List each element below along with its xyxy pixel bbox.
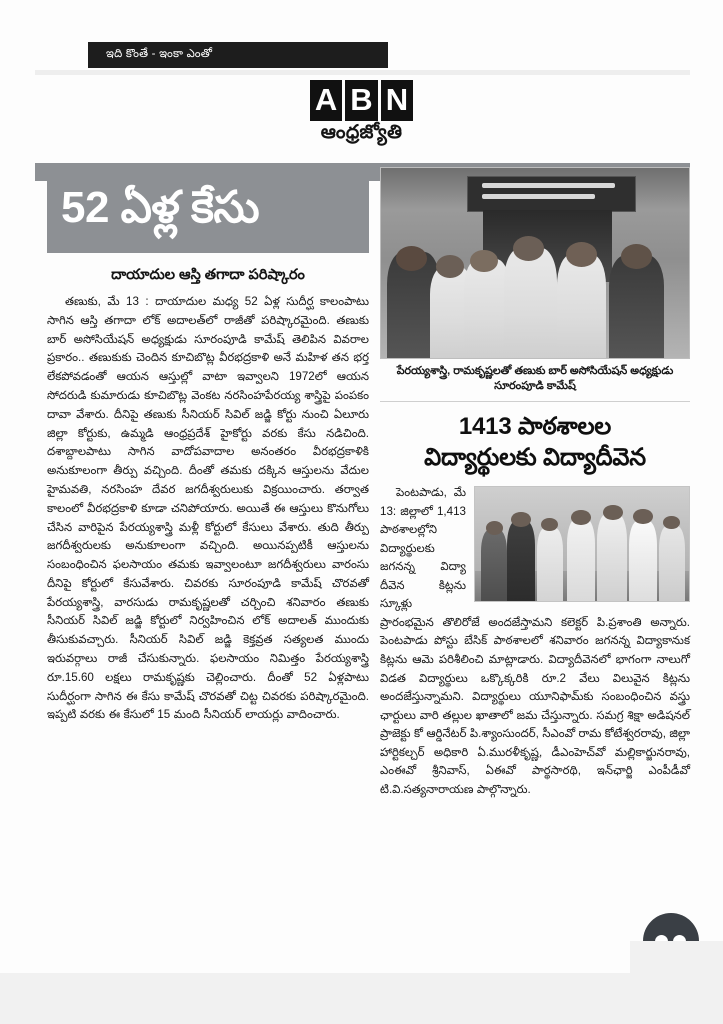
masthead-subtitle: ఆంధ్రజ్యోతి [320,122,403,143]
photo-person-head [621,244,652,269]
photo-person-head [603,505,622,520]
right-headline-line-2: విద్యార్థులకు విద్యాదీవెన [424,444,646,472]
photo-person [609,255,664,358]
photo-person-head [396,246,427,271]
photo-person-head [571,510,590,525]
top-banner-rule [35,70,690,75]
left-subheadline: దాయాదుల ఆస్తి తగాదా పరిష్కారం [111,267,305,283]
photo-person [504,248,556,358]
right-column [380,167,690,799]
photo-person [629,521,657,601]
abn-logo [310,80,413,121]
abn-letter-b: B [345,80,377,121]
photo-bar-association-group [380,167,690,359]
photo-person-head [486,521,503,535]
photo-person [567,519,595,601]
abn-letter-n: N [381,80,413,121]
photo-1-caption: పేరయ్యశాస్త్రి, రామకృష్ణలతో తణుకు బార్ అసోసియేషన్ అధ్యక్షుడు సూరంపూడి కామేష్ [396,365,674,392]
photo-person [507,521,535,601]
photo-person [537,528,563,601]
right-article-body: పెంటపాడు, మే 13: జిల్లాలో 1,413 పాఠశాలల్లోని విద్యార్థులకు జగనన్న విద్యా దీవెన కిట్లను స్కూళ్లు ప్రారంభమైన తొలిరోజే అందజేస్తామని కలెక్టర్ పి.ప్రశాంతి అన్నారు. పెంటపాడు పోస్టు బేసిక్ పాఠశాలలో శనివారం జగనన్న విద్యాకానుక కిట్లను ఆమె పరిశీలించి మాట్లాడారు. విద్యాదీవెనలో భాగంగా నాలుగో విడత విద్యార్థులు ఒక్కొక్కరికి రూ.2 వేలు విలువైన కిట్లను అందజేస్తున్నామని. విద్యార్థులు యూనిఫామ్‌కు సంబంధించిన వస్త్రు ఛార్టులు వారి తల్లుల ఖాతాలో జమ చేస్తున్నారు. సమగ్ర శిక్షా అడిషనల్ ప్రాజెక్టు కో ఆర్డినేటర్ పి.శ్యాంసుందర్, సీఎంవో రామ కోటేశ్వరరావు, జిల్లా హార్టికల్చర్ అధికారి ఏ.మురళీకృష్ణ, డీఎంహెచ్‌వో మల్లికార్జునరావు, ఎంఈవో శ్రీనివాస్, ఏఈవో పార్థసారథి, ఇన్‌ఛార్జి ఎంపీడీవో టి.వి.సత్యనారాయణ పాల్గొన్నారు. [380,486,690,796]
top-banner-area [0,42,723,68]
right-headline-line-1: 1413 పాఠశాలల [458,412,612,440]
abn-letter-a: A [310,80,342,121]
right-headline [380,411,690,474]
photo-kit-distribution [474,486,690,602]
top-banner-text: ఇది కొంతే - ఇంకా ఎంతో [106,48,213,60]
photo-signboard [467,176,635,212]
content-area [35,163,690,973]
left-article-body: తణుకు, మే 13 : దాయాదుల మధ్య 52 ఏళ్ల సుదీర్ఘ కాలంపాటు సాగిన ఆస్తి తగాదా లోక్ అదాలత్‌లో రాజీతో పరిష్కారమైంది. తణుకు బార్ అసోసియేషన్ అధ్యక్షుడు సూరంపూడి కామేష్ తెలిపిన వివరాల ప్రకారం.. తణుకుకు చెందిన కూచిబొట్ల వీరభద్రకాళి అనే మహిళ తన భర్త లేకపోవడంతో ఆయన ఆస్తుల్లో వాటా ఇవ్వాలని 1972లో ఆయన సోదరుడి కుమారుడు కూచిబొట్ల వెంకట నరసింహపేరయ్య శాస్త్రిపై పంపకం దావా వేశారు. దీనిపై తణుకు సీనియర్ సివిల్ జడ్జి కోర్టు నుంచి ఏలూరు జిల్లా కోర్టుకు, ఉమ్మడి ఆంధ్రప్రదేశ్ హైకోర్టు వరకు కేసు నడిచింది. దశాబ్దాలపాటు సాగిన వాదోపవాదాల అనంతరం వీరభద్రకాళికి అనుకూలంగా తీర్పు వచ్చింది. దీంతో తమకు దక్కిన ఆస్తులను వేదుల హైమవతి, నరసింహ దేవర జగదీశ్వరులుకు విక్రయించారు. తర్వాత కాలంలో వీరభద్రకాళి కూడా చనిపోయారు. అయితే ఈ ఆస్తులు కొనుగోలు చేసిన వారిపైన పేరయ్యశాస్త్రి మళ్లీ కోర్టులో కేసులు వేశారు. తుది తీర్పు జగదీశ్వరులకు అనుకూలంగా వచ్చింది. అయినప్పటికీ ఆస్తులను సంబంధించిన ఫలసాయం తమకు ఇవ్వాలంటూ జగదీశ్వరులు వారంసు దీనిపై కోర్టులో కేసువేశారు. చివరకు సూరంపూడి కామేష్ చొరవతో పేరయ్యశాస్త్రి, వారసుడు రామకృష్ణలతో చర్చించి శనివారం తణుకు సీనియర్ సివిల్ జడ్జి కోర్టులో నిర్వహించిన లోక్ అదాలత్ ముందుకు తీసుకువచ్చారు. సీనియర్ సివిల్ జడ్జి కెక్తవ్రత సత్యలత ముందు ఇరువర్గాలు రాజీ చేసుకున్నారు. ఫలసాయం నిమిత్తం పేరయ్యశాస్త్రి రూ.15.60 లక్షలు రామకృష్ణకు చెల్లించారు. దీంతో 52 ఏళ్లపాటు సుదీర్ఘంగా సాగిన ఈ కేసు కామేష్ చొరవతో చిట్ట చివరకు పరిష్కారమైంది. ఇప్పటి వరకు ఈ కేసులో 15 మంది సీనియర్ లాయర్లు వాదించారు. [47,295,369,722]
photo-person [557,254,606,359]
photo-person [597,514,627,601]
right-article [380,484,690,799]
photo-person [659,526,685,601]
left-headline-block [47,163,369,253]
divider-rule [380,401,690,402]
photo-person-head [511,512,530,527]
top-banner [88,42,388,68]
photo-person-head [633,509,652,524]
photo-person [481,530,507,601]
masthead [0,80,723,148]
left-column [47,163,369,725]
left-headline: 52 ఏళ్ల కేసు [61,183,260,232]
page-bottom-edge [0,973,723,1024]
photo-person-head [566,242,597,267]
